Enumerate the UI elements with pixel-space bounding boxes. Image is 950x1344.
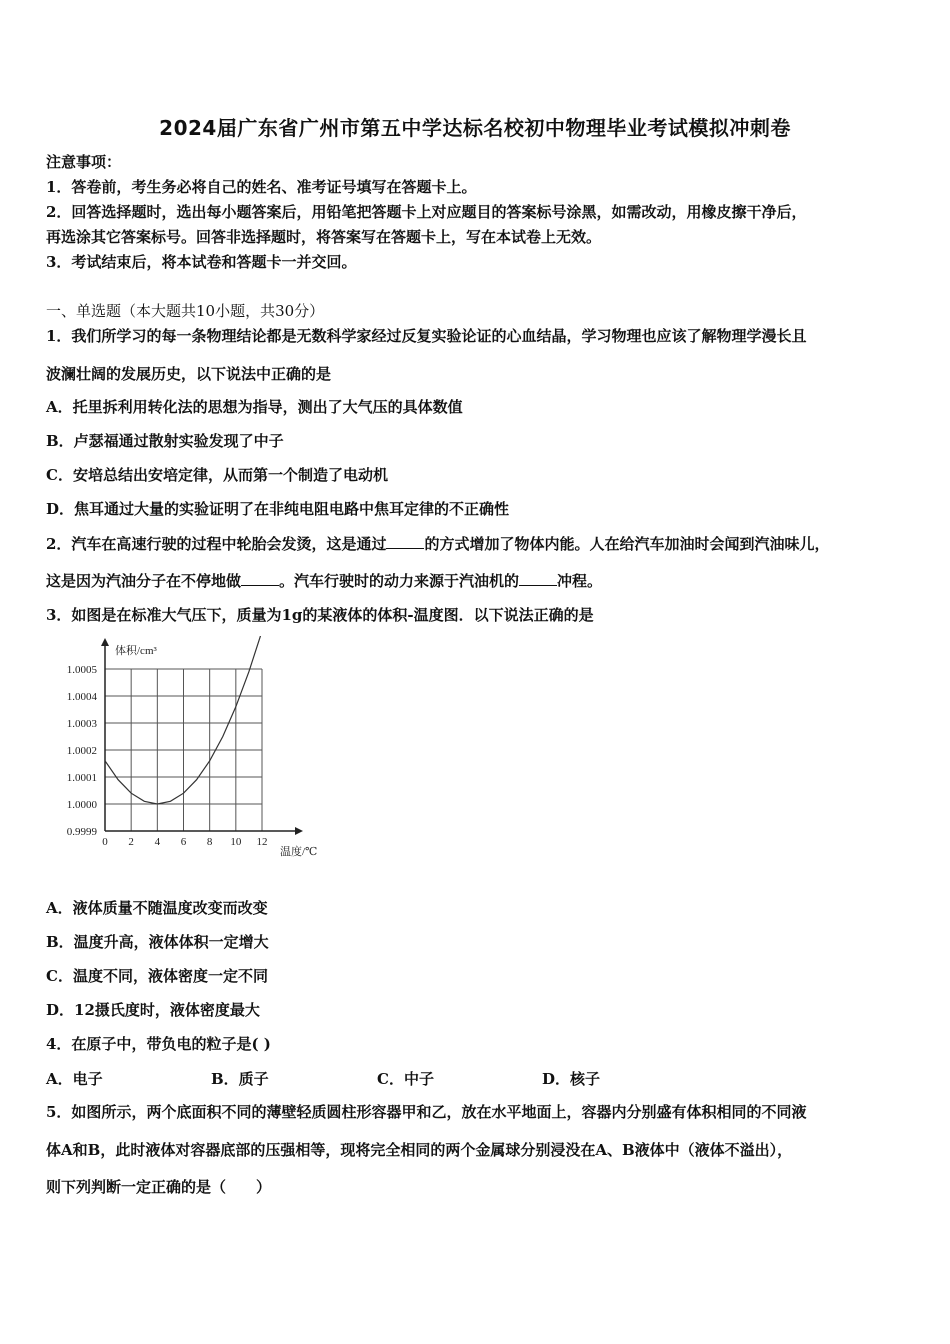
- section-heading: 一、单选题（本大题共10小题，共30分）: [46, 302, 325, 320]
- q3-option-d: D．12摄氏度时，液体密度最大: [46, 1001, 260, 1019]
- note-2-line-1: 2．回答选择题时，选出每小题答案后，用铅笔把答题卡上对应题目的答案标号涂黑，如需改动，用橡皮擦干净后，: [46, 203, 807, 221]
- y-axis-label: 体积/cm³: [115, 645, 157, 657]
- q3-option-a: A．液体质量不随温度改变而改变: [46, 899, 268, 917]
- q5-stem-line-2: 体A和B，此时液体对容器底部的压强相等，现将完全相同的两个金属球分别浸没在A、B液体中（液体不溢出），: [46, 1141, 793, 1159]
- volume-temperature-chart: [40, 636, 340, 868]
- q2-part-1: 2．汽车在高速行驶的过程中轮胎会发烫，这是通过: [46, 535, 387, 553]
- q2-part-4: 。汽车行驶时的动力来源于汽油机的: [279, 572, 520, 590]
- q4-option-d: D．核子: [542, 1070, 601, 1088]
- q4-stem: 4．在原子中，带负电的粒子是( ): [46, 1035, 271, 1053]
- q3-option-c: C．温度不同，液体密度一定不同: [46, 967, 268, 985]
- q1-option-d: D．焦耳通过大量的实验证明了在非纯电阻电路中焦耳定律的不正确性: [46, 500, 510, 518]
- x-axis-label: 温度/℃: [280, 846, 318, 858]
- x-tick-label: 8: [206, 836, 213, 848]
- x-tick-label: 4: [154, 836, 161, 848]
- q1-stem-line-2: 波澜壮阔的发展历史，以下说法中正确的是: [46, 365, 332, 383]
- q5-stem-line-3: 则下列判断一定正确的是（ ）: [46, 1178, 272, 1196]
- x-tick-label: 12: [256, 836, 268, 848]
- chart-grid: [105, 669, 262, 831]
- page-title: 2024届广东省广州市第五中学达标名校初中物理毕业考试模拟冲刺卷: [159, 116, 791, 140]
- y-tick-label: 1.0002: [66, 745, 97, 757]
- q1-option-a: A．托里拆利用转化法的思想为指导，测出了大气压的具体数值: [46, 398, 463, 416]
- y-axis-arrow: [101, 638, 109, 646]
- x-tick-label: 10: [230, 836, 242, 848]
- q1-option-c: C．安培总结出安培定律，从而第一个制造了电动机: [46, 466, 388, 484]
- y-tick-labels: [67, 664, 98, 838]
- x-tick-label: 0: [102, 836, 108, 848]
- q2-part-3: 这是因为汽油分子在不停地做: [46, 572, 242, 590]
- q2-part-2: 的方式增加了物体内能。人在给汽车加油时会闻到汽油味儿，: [424, 535, 830, 553]
- q2-line-2: [46, 571, 602, 591]
- q1-option-b: B．卢瑟福通过散射实验发现了中子: [46, 432, 284, 450]
- q4-option-c: C．中子: [377, 1070, 434, 1088]
- note-2-line-2: 再选涂其它答案标号。回答非选择题时，将答案写在答题卡上，写在本试卷上无效。: [46, 228, 602, 246]
- y-tick-label: 0.9999: [66, 826, 97, 838]
- y-tick-label: 1.0005: [66, 664, 97, 676]
- q2-blank-2: [241, 571, 279, 586]
- q4-option-a: A．电子: [46, 1070, 103, 1088]
- q2-part-5: 冲程。: [557, 572, 603, 590]
- y-tick-label: 1.0003: [66, 718, 97, 730]
- q3-stem: 3．如图是在标准大气压下，质量为1g的某液体的体积-温度图．以下说法正确的是: [46, 606, 594, 624]
- x-tick-label: 6: [180, 836, 187, 848]
- q3-option-b: B．温度升高，液体体积一定增大: [46, 933, 269, 951]
- note-3: 3．考试结束后，将本试卷和答题卡一并交回。: [46, 253, 357, 271]
- y-tick-label: 1.0001: [66, 772, 97, 784]
- x-tick-label: 2: [128, 836, 134, 848]
- q4-option-b: B．质子: [211, 1070, 269, 1088]
- y-tick-label: 1.0004: [66, 691, 97, 703]
- q2-line-1: [46, 534, 829, 554]
- x-axis-arrow: [295, 827, 303, 835]
- x-tick-labels: [102, 836, 267, 848]
- q2-blank-1: [386, 534, 424, 549]
- q1-stem-line-1: 1．我们所学习的每一条物理结论都是无数科学家经过反复实验论证的心血结晶，学习物理也应该了解物理学漫长且: [46, 327, 807, 345]
- q5-stem-line-1: 5．如图所示，两个底面积不同的薄壁轻质圆柱形容器甲和乙，放在水平地面上，容器内分别盛有体积相同的不同液: [46, 1103, 807, 1121]
- notes-heading: 注意事项：: [46, 153, 122, 171]
- note-1: 1．答卷前，考生务必将自己的姓名、准考证号填写在答题卡上。: [46, 178, 477, 196]
- q2-blank-3: [519, 571, 557, 586]
- y-tick-label: 1.0000: [66, 799, 97, 811]
